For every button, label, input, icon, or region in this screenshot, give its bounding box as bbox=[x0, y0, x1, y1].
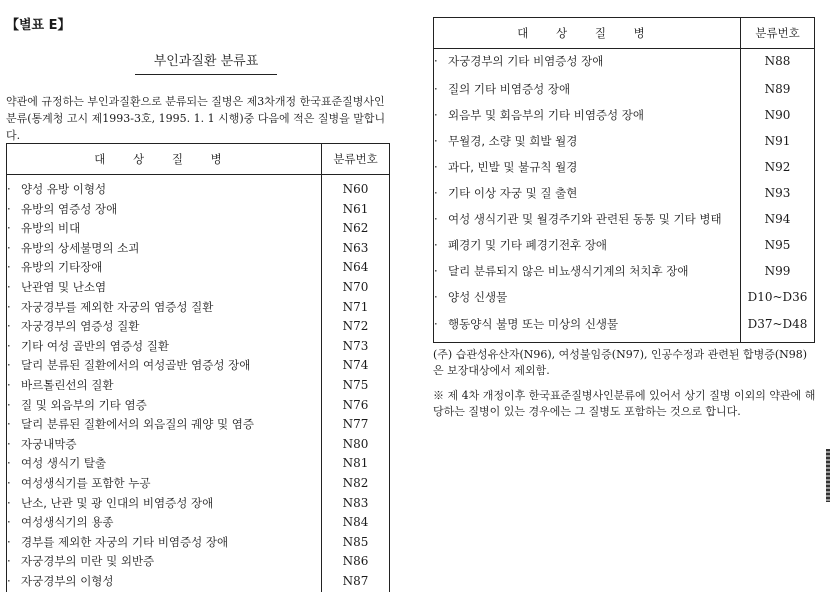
disease-name-cell bbox=[7, 201, 322, 221]
classification-code: N72 bbox=[342, 319, 369, 334]
bullet-mark: · bbox=[7, 260, 11, 275]
table-row bbox=[7, 514, 390, 534]
bullet-mark: · bbox=[434, 107, 438, 122]
disease-name-cell bbox=[434, 133, 741, 159]
table-header-row bbox=[7, 144, 390, 175]
classification-code: N75 bbox=[342, 377, 369, 392]
disease-name: 경부를 제외한 자궁의 기타 비염증성 장애 bbox=[21, 534, 229, 549]
classification-code: N84 bbox=[342, 515, 369, 530]
table-row bbox=[7, 397, 390, 417]
table-row bbox=[7, 377, 390, 397]
bullet-mark: · bbox=[434, 316, 438, 331]
disease-name-cell bbox=[7, 175, 322, 201]
classification-table-left bbox=[6, 143, 390, 592]
disease-name: 기타 여성 골반의 염증성 질환 bbox=[21, 338, 169, 353]
bullet-mark: · bbox=[7, 319, 11, 334]
bullet-mark: · bbox=[7, 534, 11, 549]
table-row bbox=[7, 416, 390, 436]
classification-code: N88 bbox=[764, 54, 791, 68]
classification-code: N77 bbox=[342, 417, 369, 432]
disease-name: 유방의 염증성 장애 bbox=[21, 201, 118, 216]
table-row bbox=[434, 185, 815, 211]
bullet-mark: · bbox=[434, 264, 438, 279]
disease-name-cell bbox=[7, 534, 322, 554]
disease-name: 여성 생식기관 및 월경주기와 관련된 동통 및 기타 병태 bbox=[448, 212, 722, 227]
disease-name: 난관염 및 난소염 bbox=[21, 279, 107, 294]
classification-code: N91 bbox=[764, 133, 791, 148]
table-row bbox=[7, 357, 390, 377]
disease-name: 자궁경부의 염증성 질환 bbox=[21, 319, 140, 334]
disease-name-cell bbox=[7, 240, 322, 260]
disease-name-cell bbox=[7, 279, 322, 299]
disease-name-cell bbox=[7, 377, 322, 397]
bullet-mark: · bbox=[7, 240, 11, 255]
table-row bbox=[434, 159, 815, 185]
bullet-mark: · bbox=[7, 515, 11, 530]
classification-code: N92 bbox=[764, 159, 791, 174]
bullet-mark: · bbox=[7, 221, 11, 236]
disease-name-cell bbox=[434, 81, 741, 107]
classification-code: N63 bbox=[342, 240, 369, 255]
classification-code: N87 bbox=[342, 573, 369, 588]
disease-name: 기타 이상 자궁 및 질 출현 bbox=[448, 186, 578, 201]
table-row bbox=[7, 338, 390, 358]
disease-name-cell bbox=[434, 263, 741, 289]
disease-name: 자궁경부를 제외한 자궁의 염증성 질환 bbox=[21, 299, 214, 314]
bullet-mark: · bbox=[7, 573, 11, 588]
table-row bbox=[7, 553, 390, 573]
classification-code: N83 bbox=[342, 495, 369, 510]
table-row bbox=[434, 211, 815, 237]
bullet-mark: · bbox=[7, 279, 11, 294]
column-header-code: 분류번호 bbox=[741, 18, 815, 49]
bullet-mark: · bbox=[7, 201, 11, 216]
table-row bbox=[7, 240, 390, 260]
page-title: 부인과질환 분류표 bbox=[135, 50, 277, 75]
disease-name: 행동양식 불명 또는 미상의 신생물 bbox=[448, 316, 619, 331]
table-row bbox=[7, 259, 390, 279]
disease-name-cell bbox=[7, 436, 322, 456]
intro-paragraph: 약관에 규정하는 부인과질환으로 분류되는 질병은 제3차개정 한국표준질병사인분류(통계청 고시 제1993-3호, 1995. 1. 1 시행)중 다음에 적은 질병을 말합니다. bbox=[6, 95, 386, 142]
bullet-mark: · bbox=[434, 290, 438, 305]
table-row bbox=[7, 436, 390, 456]
disease-name: 과다, 빈발 및 불규칙 월경 bbox=[448, 159, 578, 174]
table-row bbox=[7, 534, 390, 554]
classification-code: N70 bbox=[342, 279, 369, 294]
disease-name: 여성생식기를 포함한 누공 bbox=[21, 475, 151, 490]
table-row bbox=[7, 201, 390, 221]
disease-name-cell bbox=[7, 318, 322, 338]
classification-code: N60 bbox=[342, 182, 369, 196]
spacer-cell bbox=[434, 342, 741, 343]
table-row bbox=[7, 279, 390, 299]
table-row bbox=[434, 107, 815, 133]
disease-name-cell bbox=[7, 259, 322, 279]
bullet-mark: · bbox=[434, 81, 438, 96]
table-row bbox=[434, 49, 815, 81]
bullet-mark: · bbox=[434, 212, 438, 227]
scan-edge-mark bbox=[826, 449, 830, 502]
column-header-disease: 대 상 질 병 bbox=[7, 144, 322, 175]
classification-code: N94 bbox=[764, 212, 791, 227]
bullet-mark: · bbox=[7, 495, 11, 510]
classification-code: N71 bbox=[342, 299, 369, 314]
classification-code: N89 bbox=[764, 81, 791, 96]
disease-name-cell bbox=[434, 237, 741, 263]
disease-name: 자궁경부의 이형성 bbox=[21, 573, 114, 588]
disease-name: 달리 분류되지 않은 비뇨생식기계의 처치후 장애 bbox=[448, 264, 689, 279]
classification-code: D10~D36 bbox=[747, 290, 808, 305]
spacer-cell bbox=[741, 342, 815, 343]
bullet-mark: · bbox=[7, 554, 11, 569]
revision-note: ※ 제 4차 개정이후 한국표준질병사인분류에 있어서 상기 질병 이외의 약관에 해당하는 질병이 있는 경우에는 그 질병도 포함하는 것으로 합니다. bbox=[433, 389, 816, 418]
disease-name: 질의 기타 비염증성 장애 bbox=[448, 81, 571, 96]
bullet-mark: · bbox=[7, 475, 11, 490]
table-row bbox=[434, 237, 815, 263]
bullet-mark: · bbox=[7, 456, 11, 471]
table-row bbox=[7, 573, 390, 592]
classification-code: N61 bbox=[342, 201, 369, 216]
disease-name: 자궁경부의 기타 비염증성 장애 bbox=[448, 54, 604, 68]
table-row bbox=[434, 263, 815, 289]
classification-code: N82 bbox=[342, 475, 369, 490]
disease-name: 유방의 상세불명의 소괴 bbox=[21, 240, 140, 255]
disease-name: 양성 유방 이형성 bbox=[21, 182, 107, 196]
classification-code: N86 bbox=[342, 554, 369, 569]
appendix-label: 【별표 E】 bbox=[6, 18, 71, 33]
disease-name: 폐경기 및 기타 폐경기전후 장애 bbox=[448, 238, 608, 253]
exclusion-note: (주) 습관성유산자(N96), 여성불임증(N97), 인공수정과 관련된 합병증(N98)은 보장대상에서 제외함. bbox=[433, 348, 808, 377]
table-row bbox=[7, 475, 390, 495]
bullet-mark: · bbox=[434, 238, 438, 253]
disease-name: 유방의 기타장애 bbox=[21, 260, 103, 275]
disease-name: 바르톨린선의 질환 bbox=[21, 377, 114, 392]
disease-name-cell bbox=[7, 514, 322, 534]
disease-name-cell bbox=[7, 475, 322, 495]
column-header-code: 분류번호 bbox=[322, 144, 390, 175]
disease-name-cell bbox=[7, 455, 322, 475]
table-row bbox=[434, 289, 815, 315]
disease-name-cell bbox=[7, 573, 322, 592]
disease-name-cell bbox=[7, 220, 322, 240]
disease-name: 난소, 난관 및 광 인대의 비염증성 장애 bbox=[21, 495, 214, 510]
table-row bbox=[7, 299, 390, 319]
table-header-row bbox=[434, 18, 815, 49]
classification-code: N81 bbox=[342, 456, 369, 471]
table-spacer-row bbox=[434, 342, 815, 343]
disease-name: 여성 생식기 탈출 bbox=[21, 456, 107, 471]
disease-name-cell bbox=[434, 289, 741, 315]
disease-name: 외음부 및 회음부의 기타 비염증성 장애 bbox=[448, 107, 645, 122]
table-row bbox=[7, 495, 390, 515]
disease-name-cell bbox=[434, 211, 741, 237]
bullet-mark: · bbox=[7, 338, 11, 353]
classification-code: N64 bbox=[342, 260, 369, 275]
bullet-mark: · bbox=[434, 186, 438, 201]
disease-name-cell bbox=[434, 49, 741, 81]
bullet-mark: · bbox=[7, 299, 11, 314]
table-row bbox=[434, 316, 815, 342]
bullet-mark: · bbox=[7, 397, 11, 412]
disease-name: 자궁내막증 bbox=[21, 436, 77, 451]
bullet-mark: · bbox=[7, 377, 11, 392]
disease-name: 달리 분류된 질환에서의 외음질의 궤양 및 염증 bbox=[21, 417, 255, 432]
disease-name: 양성 신생물 bbox=[448, 290, 508, 305]
classification-code: N76 bbox=[342, 397, 369, 412]
disease-name: 질 및 외음부의 기타 염증 bbox=[21, 397, 147, 412]
classification-table-right bbox=[433, 17, 815, 343]
disease-name-cell bbox=[7, 495, 322, 515]
table-row bbox=[7, 220, 390, 240]
classification-code: D37~D48 bbox=[747, 316, 808, 331]
bullet-mark: · bbox=[434, 133, 438, 148]
bullet-mark: · bbox=[434, 54, 438, 68]
classification-code: N90 bbox=[764, 107, 791, 122]
disease-name-cell bbox=[7, 397, 322, 417]
bullet-mark: · bbox=[7, 358, 11, 373]
disease-name: 여성생식기의 용종 bbox=[21, 515, 114, 530]
bullet-mark: · bbox=[7, 182, 11, 196]
table-row bbox=[434, 133, 815, 159]
disease-name-cell bbox=[434, 159, 741, 185]
disease-name-cell bbox=[7, 416, 322, 436]
classification-code: N99 bbox=[764, 264, 791, 279]
disease-name-cell bbox=[7, 338, 322, 358]
bullet-mark: · bbox=[7, 417, 11, 432]
classification-code: N80 bbox=[342, 436, 369, 451]
disease-name-cell bbox=[434, 185, 741, 211]
bullet-mark: · bbox=[7, 436, 11, 451]
classification-code: N85 bbox=[342, 534, 369, 549]
disease-name: 자궁경부의 미란 및 외반증 bbox=[21, 554, 155, 569]
column-header-disease: 대 상 질 병 bbox=[434, 18, 741, 49]
disease-name-cell bbox=[7, 357, 322, 377]
table-row bbox=[7, 455, 390, 475]
classification-code: N62 bbox=[342, 221, 369, 236]
disease-name-cell bbox=[434, 107, 741, 133]
table-row bbox=[7, 175, 390, 201]
classification-code: N93 bbox=[764, 186, 791, 201]
disease-name-cell bbox=[7, 553, 322, 573]
disease-name: 달리 분류된 질환에서의 여성골반 염증성 장애 bbox=[21, 358, 251, 373]
disease-name: 무월경, 소량 및 희발 월경 bbox=[448, 133, 578, 148]
disease-name-cell bbox=[7, 299, 322, 319]
classification-code: N73 bbox=[342, 338, 369, 353]
classification-code: N95 bbox=[764, 238, 791, 253]
table-row bbox=[7, 318, 390, 338]
table-row bbox=[434, 81, 815, 107]
classification-code: N74 bbox=[342, 358, 369, 373]
bullet-mark: · bbox=[434, 159, 438, 174]
disease-name-cell bbox=[434, 316, 741, 342]
disease-name: 유방의 비대 bbox=[21, 221, 81, 236]
